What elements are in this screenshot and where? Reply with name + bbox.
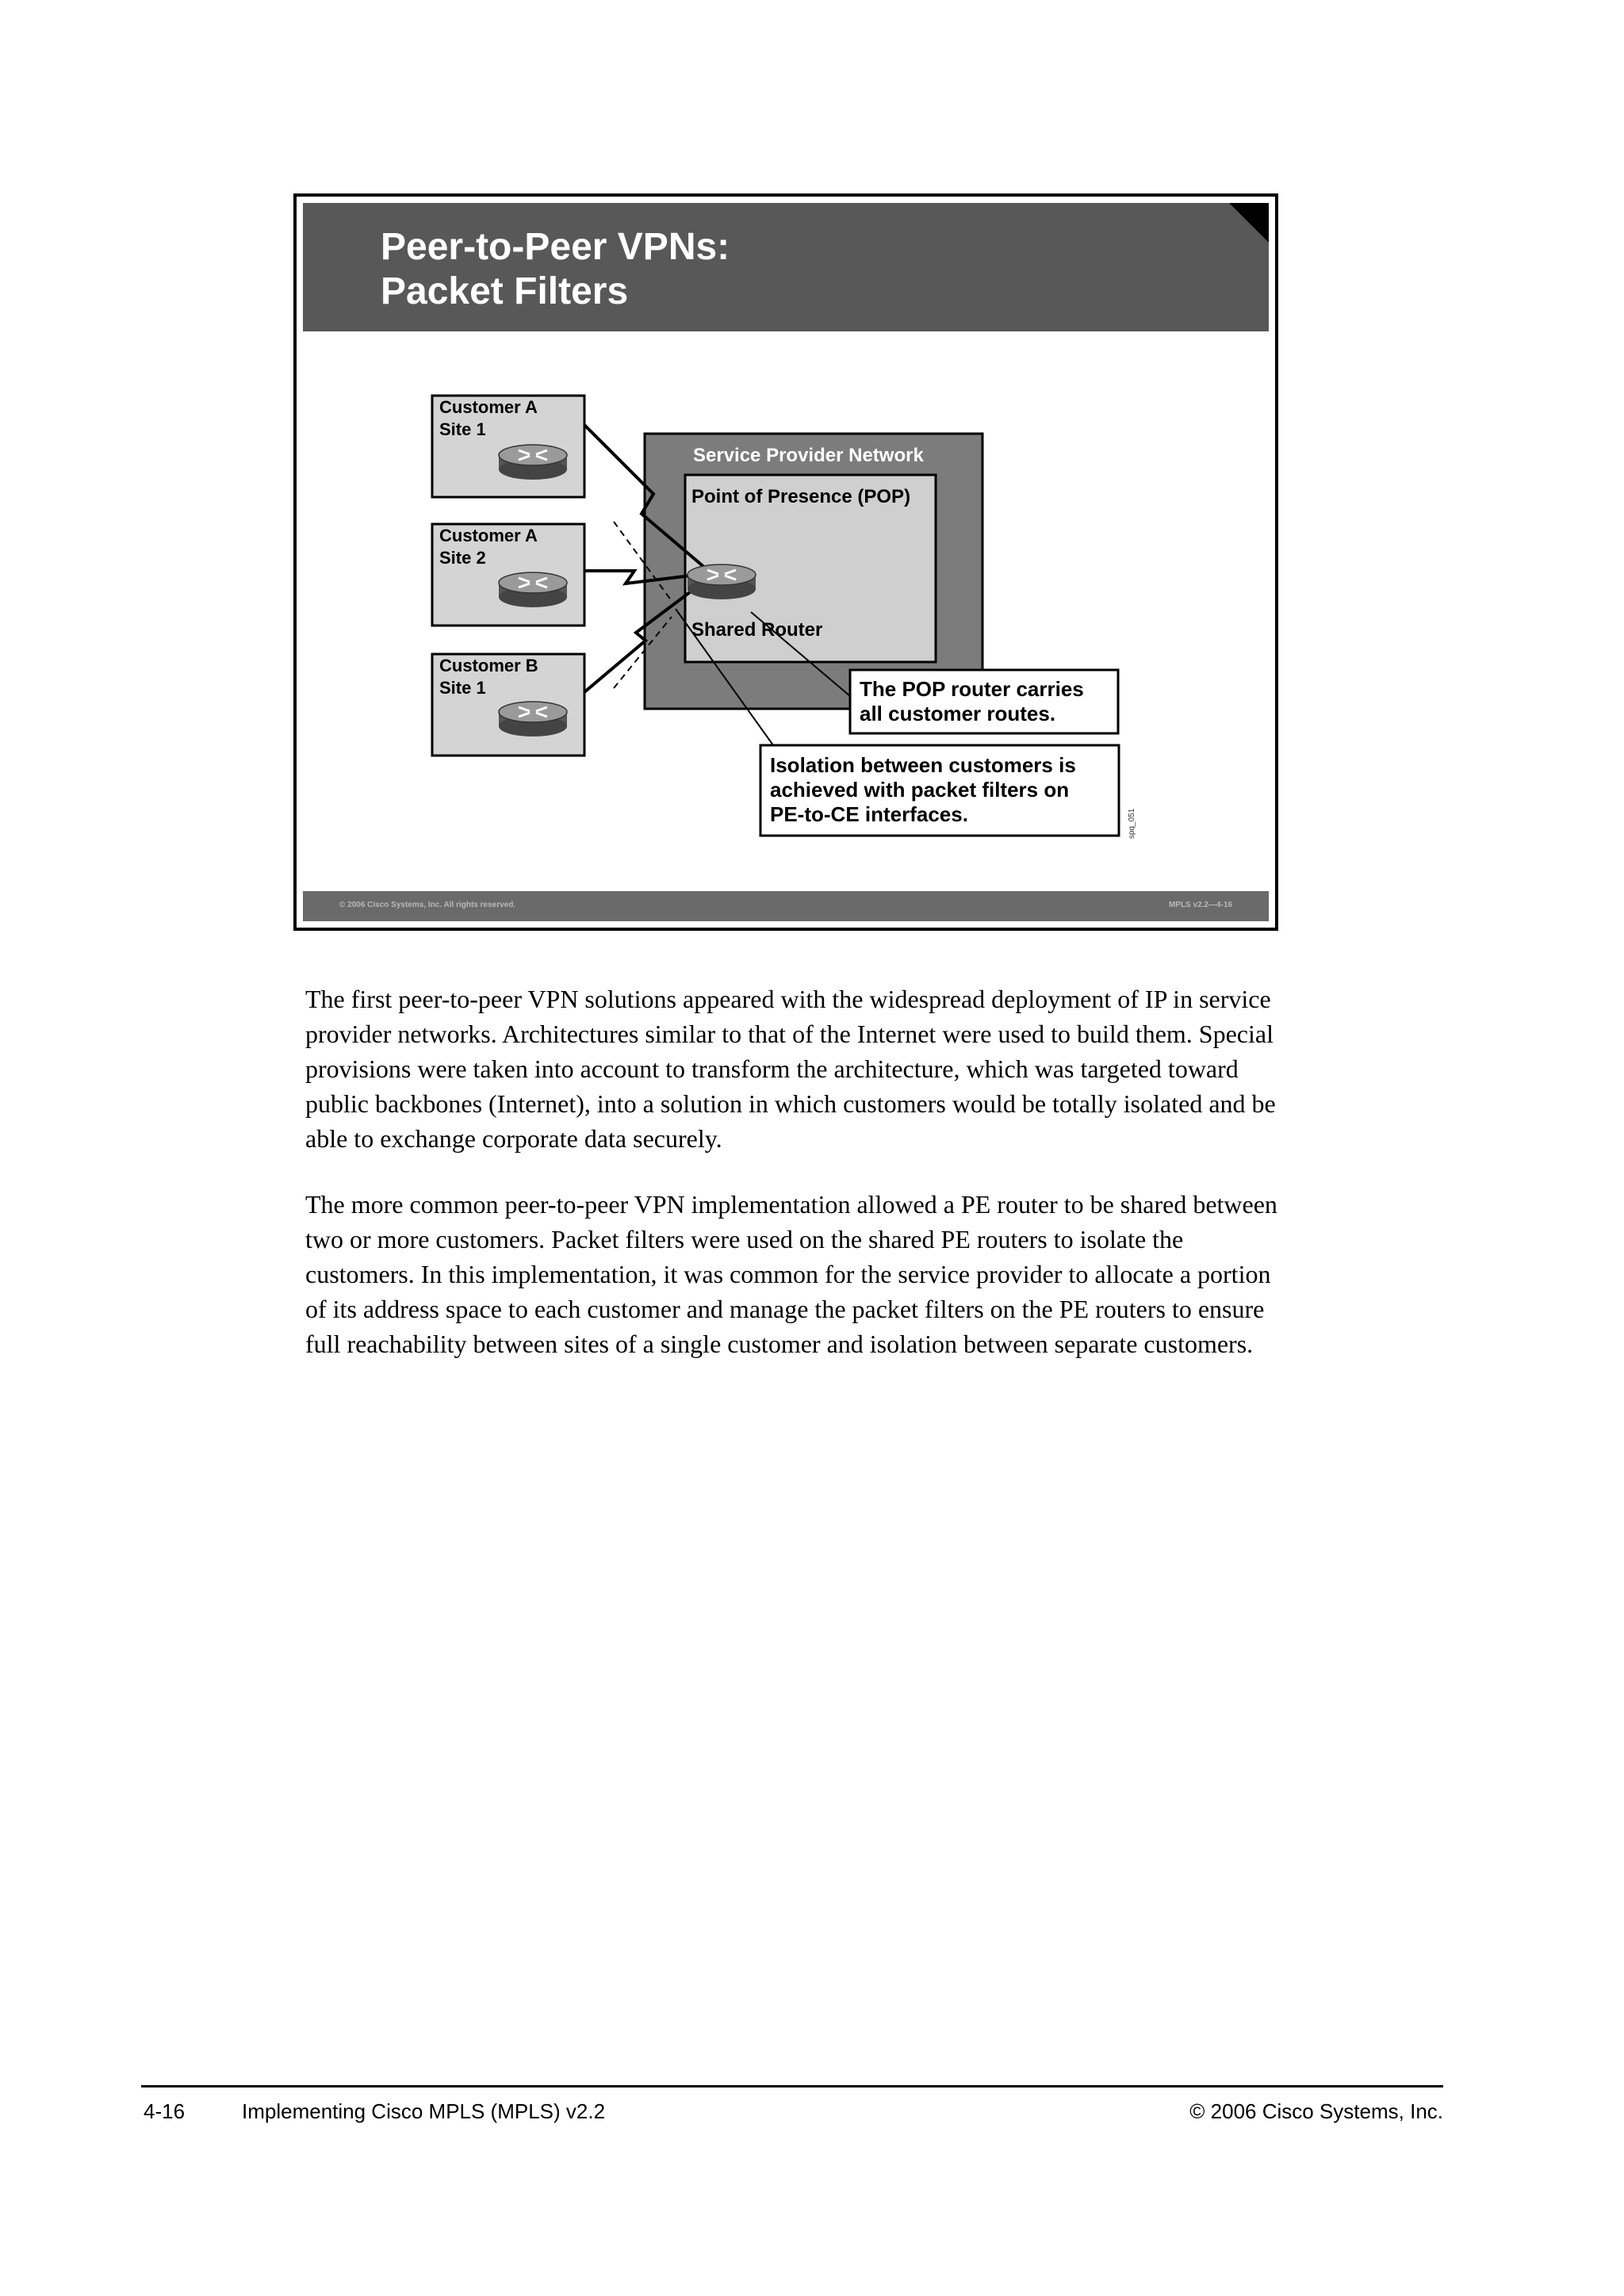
paragraph-2-line: two or more customers. Packet filters were used on the shared PE routers to isolate the — [305, 1225, 1184, 1253]
network-diagram — [303, 331, 1269, 896]
router-icon — [499, 702, 567, 737]
book-title: Implementing Cisco MPLS (MPLS) v2.2 — [242, 2099, 606, 2123]
paragraph-2-line: The more common peer-to-peer VPN implementation allowed a PE router to be shared between — [305, 1190, 1277, 1219]
site-2-customer: Customer A — [439, 526, 538, 545]
paragraph-1-line: provisions were taken into account to transform the architecture, which was targeted toward — [305, 1054, 1239, 1083]
callout-1-text — [860, 677, 1084, 726]
slide-corner-mark — [1229, 203, 1269, 243]
site-1-customer: Customer A — [439, 397, 538, 417]
callout-2-line-1: Isolation between customers is — [770, 753, 1076, 777]
figure-code-id: spq_051 — [1128, 808, 1136, 839]
callout-1-line-1: The POP router carries — [860, 677, 1084, 701]
slide-footer — [303, 891, 1269, 921]
site-label-3 — [439, 655, 538, 699]
pop-label: Point of Presence (POP) — [691, 486, 911, 507]
paragraph-1-line: public backbones (Internet), into a solution in which customers would be totally isolated and be — [305, 1089, 1276, 1118]
paragraph-2-line: of its address space to each customer and manage the packet filters on the PE routers to ensure — [305, 1295, 1265, 1323]
paragraph-2-line: full reachability between sites of a single customer and isolation between separate customers. — [305, 1330, 1254, 1358]
paragraph-1-line: The first peer-to-peer VPN solutions appeared with the widespread deployment of IP in service — [305, 985, 1271, 1013]
site-3-site: Site 1 — [439, 678, 486, 698]
site-1-site: Site 1 — [439, 419, 486, 439]
paragraph-1 — [305, 982, 1447, 1156]
slide-title — [381, 225, 730, 314]
callout-2-line-3: PE-to-CE interfaces. — [770, 802, 968, 826]
slide-figure — [293, 193, 1278, 931]
footer-divider — [141, 2085, 1443, 2087]
slide-title-line-1: Peer-to-Peer VPNs: — [381, 226, 730, 268]
site-3-customer: Customer B — [439, 656, 538, 675]
service-provider-label: Service Provider Network — [693, 445, 924, 466]
slide-footer-copyright: © 2006 Cisco Systems, Inc. All rights reserved. — [339, 901, 516, 909]
slide-footer-version: MPLS v2.2—4-16 — [1168, 901, 1232, 909]
slide-canvas — [303, 203, 1269, 921]
callout-2-text — [770, 753, 1076, 827]
paragraph-1-line: provider networks. Architectures similar to that of the Internet were used to build them. Special — [305, 1020, 1274, 1048]
router-icon — [499, 572, 567, 607]
callout-1-line-2: all customer routes. — [860, 702, 1056, 725]
slide-header — [303, 203, 1269, 331]
site-label-2 — [439, 525, 538, 569]
shared-router-label: Shared Router — [691, 619, 823, 641]
site-label-1 — [439, 396, 538, 441]
site-2-site: Site 2 — [439, 548, 486, 568]
paragraph-1-line: able to exchange corporate data securely. — [305, 1124, 722, 1153]
paragraph-2-line: customers. In this implementation, it was common for the service provider to allocate a portion — [305, 1260, 1271, 1288]
page-number: 4-16 — [144, 2099, 186, 2123]
page-copyright: © 2006 Cisco Systems, Inc. — [1189, 2099, 1443, 2123]
paragraph-2 — [305, 1187, 1447, 1361]
callout-2-line-2: achieved with packet filters on — [770, 778, 1070, 802]
router-icon — [499, 445, 567, 480]
shared-router-icon — [688, 564, 756, 599]
slide-title-line-2: Packet Filters — [381, 270, 629, 312]
